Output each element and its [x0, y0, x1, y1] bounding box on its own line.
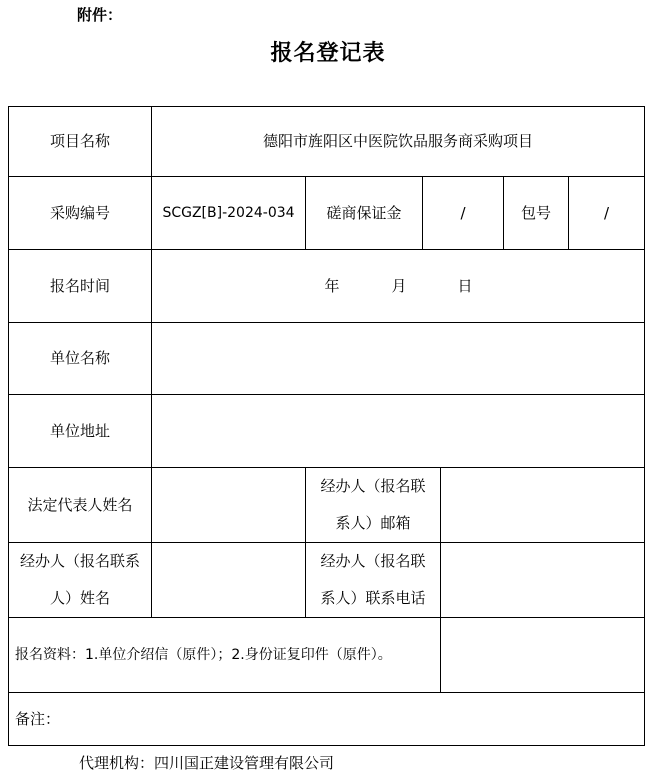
agency-text: 代理机构：四川国正建设管理有限公司 [79, 754, 335, 772]
contact-email-label-line1: 经办人（报名联 [320, 477, 426, 495]
contact-name-label [9, 543, 151, 617]
remarks-label: 备注： [15, 709, 61, 728]
unit-address-label: 单位地址 [49, 421, 110, 440]
deposit-label: 磋商保证金 [326, 203, 402, 222]
package-value: / [603, 203, 610, 222]
legal-rep-field[interactable] [152, 468, 305, 542]
reg-time-month: 月 [391, 276, 407, 295]
contact-phone-field[interactable] [441, 543, 644, 617]
package-label: 包号 [520, 203, 551, 222]
project-name-value: 德阳市旌阳区中医院饮品服务商采购项目 [262, 132, 533, 150]
project-name-label: 项目名称 [49, 132, 110, 150]
contact-phone-label-line2: 系人）联系电话 [320, 589, 426, 607]
contact-email-field[interactable] [441, 468, 644, 542]
reg-time-year: 年 [324, 276, 340, 295]
unit-name-label: 单位名称 [49, 349, 110, 367]
contact-name-field[interactable] [152, 543, 305, 617]
contact-phone-label [306, 543, 440, 617]
page-title: 报名登记表 [270, 41, 386, 66]
materials-text: 报名资料：1.单位介绍信（原件）；2.身份证复印件（原件）。 [15, 646, 392, 663]
purchase-no-label: 采购编号 [49, 203, 110, 222]
materials-field[interactable] [441, 618, 644, 692]
reg-time-label: 报名时间 [49, 276, 110, 295]
purchase-no-value: SCGZ[B]-2024-034 [162, 204, 295, 221]
unit-name-field[interactable] [152, 323, 644, 394]
contact-name-label-line1: 经办人（报名联系 [19, 552, 140, 570]
contact-phone-label-line1: 经办人（报名联 [320, 552, 426, 570]
deposit-value: / [460, 203, 466, 222]
contact-name-label-line2: 人）姓名 [49, 589, 110, 607]
reg-time-day: 日 [457, 276, 473, 295]
attachment-label: 附件： [77, 6, 123, 24]
contact-email-label [306, 468, 440, 542]
unit-address-field[interactable] [152, 395, 644, 467]
legal-rep-label: 法定代表人姓名 [27, 495, 133, 514]
contact-email-label-line2: 系人）邮箱 [335, 514, 411, 532]
